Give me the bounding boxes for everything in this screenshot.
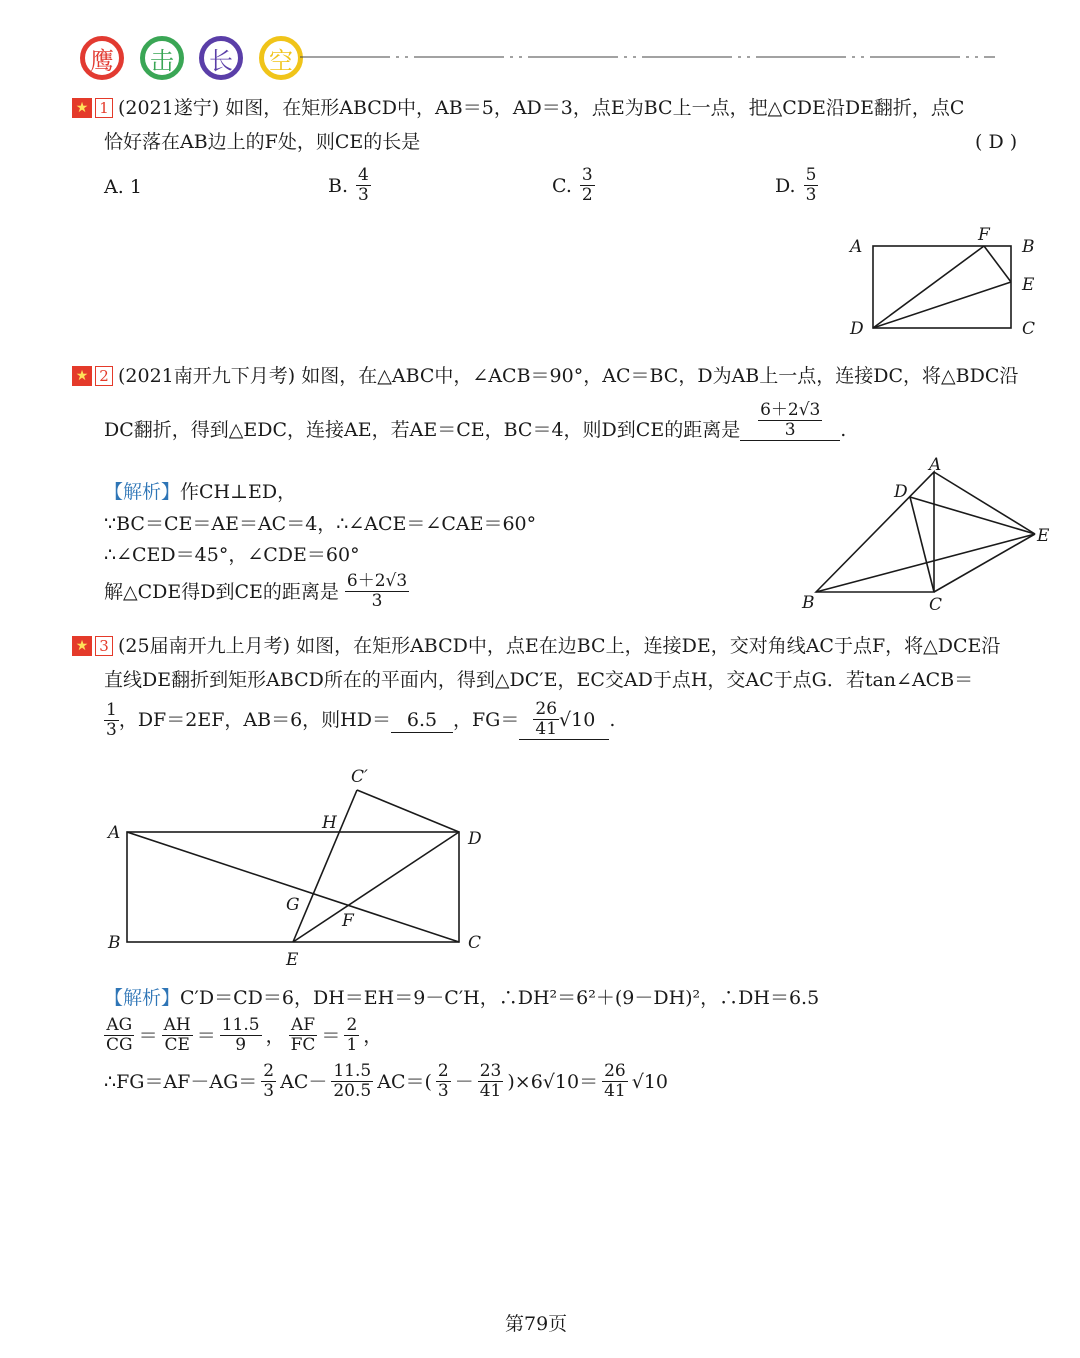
page-number: 第79页 bbox=[505, 1313, 568, 1335]
q2-line-DE bbox=[910, 497, 1035, 534]
q1-line2: 恰好落在AB边上的F处，则CE的长是 bbox=[104, 131, 421, 153]
q1-line-DE bbox=[873, 282, 1011, 328]
q1-line1 bbox=[118, 96, 964, 120]
q1-label-F: F bbox=[978, 225, 990, 245]
header-rule bbox=[300, 50, 1000, 64]
q3-label-G: G bbox=[286, 895, 300, 915]
q3-label-C1: C′ bbox=[351, 767, 368, 787]
q3-solution-3: ∴FG＝AF－AG＝ $\frac{2}{3}$ AC－ $\frac{11.5}{20.5}$ AC＝( $\frac{2}{3}$ － $\frac{23}{41}$ )×6√10＝ $\frac{26}{41}$ √10 bbox=[104, 1061, 669, 1101]
q2-solution-2: ∵BC＝CE＝AE＝AC＝4，∴∠ACE＝∠CAE＝60° bbox=[104, 513, 537, 535]
q3-label-E: E bbox=[286, 950, 299, 970]
q1-line-DF bbox=[873, 246, 984, 328]
q2-triangle-ABC bbox=[816, 472, 934, 592]
q2-line-DC bbox=[910, 497, 934, 592]
q1-source: (2021遂宁) bbox=[118, 97, 220, 119]
q3-solution-1: 【解析】C′D＝CD＝6，DH＝EH＝9－C′H，∴DH²＝6²＋(9－DH)²，∴DH＝6.5 bbox=[104, 987, 820, 1009]
q1-option-d: D. $\frac{5}{3}$ bbox=[775, 165, 817, 205]
q2-solution-1: 【解析】作CH⊥ED， bbox=[104, 481, 297, 503]
q2-label-E: E bbox=[1037, 526, 1050, 546]
q1-option-b: B. $\frac{4}{3}$ bbox=[328, 165, 369, 205]
q2-figure bbox=[790, 452, 1060, 617]
q3-solution-2: $\frac{AG}{CG}$ ＝ $\frac{AH}{CE}$ ＝ $\frac{11.5}{9}$ ， $\frac{AF}{FC}$ ＝ $\frac{2}{1}$ ， bbox=[106, 1015, 383, 1055]
q1-answer: ( D ) bbox=[975, 131, 1018, 153]
q3-label-B: B bbox=[108, 933, 121, 953]
logo-char-1: 鹰 bbox=[80, 36, 124, 80]
question-number: 1 bbox=[95, 98, 113, 118]
q3-line-AC bbox=[127, 832, 459, 942]
q1-label-B: B bbox=[1022, 237, 1035, 257]
q2-line-AE bbox=[934, 472, 1035, 534]
star-icon: ★ bbox=[72, 98, 92, 118]
q2-line1 bbox=[118, 364, 1018, 388]
q2-label-A: A bbox=[929, 455, 942, 475]
q2-line-CE bbox=[934, 534, 1035, 592]
solution-tag: 【解析】 bbox=[104, 481, 181, 503]
solution-tag: 【解析】 bbox=[104, 987, 181, 1009]
q3-label-C: C bbox=[468, 933, 482, 953]
q1-option-a: A. 1 bbox=[104, 176, 142, 198]
question-number: 2 bbox=[95, 366, 113, 386]
q2-line2: DC翻折，得到△EDC，连接AE，若AE＝CE，BC＝4，则D到CE的距离是 $\frac{6+2√3}{3}$ . bbox=[104, 400, 847, 441]
q1-label-E: E bbox=[1022, 275, 1035, 295]
logo-char-4: 空 bbox=[259, 36, 303, 80]
q2-source: (2021南开九下月考) bbox=[118, 365, 296, 387]
q3-label-H: H bbox=[322, 813, 337, 833]
q3-figure bbox=[100, 760, 500, 975]
q2-label-B: B bbox=[802, 593, 815, 613]
q1-figure bbox=[840, 222, 1045, 342]
logo-char-2: 击 bbox=[140, 36, 184, 80]
q1-label-A: A bbox=[850, 237, 863, 257]
q1-option-c: C. $\frac{3}{2}$ bbox=[552, 165, 593, 205]
q3-label-F: F bbox=[342, 911, 354, 931]
q1-label-D: D bbox=[850, 319, 864, 339]
q1-text1: 如图，在矩形ABCD中，AB＝5，AD＝3，点E为BC上一点，把△CDE沿DE翻折，点C bbox=[225, 97, 965, 119]
q3-source: (25届南开九上月考) bbox=[118, 635, 291, 657]
q2-line-BE bbox=[816, 534, 1035, 592]
q3-line3: $\frac{1}{3}$ ，DF＝2EF，AB＝6，则HD＝ 6.5 ，FG＝ $\frac{26}{41}$ √10 . bbox=[106, 699, 616, 740]
q1-label-C: C bbox=[1022, 319, 1036, 339]
logo-char-3: 长 bbox=[199, 36, 243, 80]
q1-line-FE bbox=[984, 246, 1011, 282]
q2-solution-3: ∴∠CED＝45°，∠CDE＝60° bbox=[104, 544, 360, 566]
q3-line-ED bbox=[293, 832, 459, 942]
q3-hd-answer: 6.5 bbox=[391, 708, 453, 733]
q3-line-C1D bbox=[357, 790, 459, 832]
q3-line2: 直线DE翻折到矩形ABCD所在的平面内，得到△DC′E，EC交AD于点H，交AC于点G．若tan∠ACB＝ bbox=[104, 669, 974, 691]
q2-label-C: C bbox=[929, 595, 943, 615]
q3-fg-answer: $\frac{26}{41}$ √10 bbox=[519, 700, 609, 740]
star-icon: ★ bbox=[72, 636, 92, 656]
q2-label-D: D bbox=[894, 482, 908, 502]
q1-rectangle bbox=[873, 246, 1011, 328]
q3-text1: 如图，在矩形ABCD中，点E在边BC上，连接DE，交对角线AC于点F，将△DCE沿 bbox=[296, 635, 1001, 657]
star-icon: ★ bbox=[72, 366, 92, 386]
q3-label-D: D bbox=[468, 829, 482, 849]
q3-label-A: A bbox=[108, 823, 121, 843]
q3-line1 bbox=[118, 634, 1000, 658]
q2-solution-4: 解△CDE得D到CE的距离是 $\frac{6+2√3}{3}$ bbox=[104, 571, 408, 611]
q2-text1: 如图，在△ABC中，∠ACB＝90°，AC＝BC，D为AB上一点，连接DC，将△BDC沿 bbox=[301, 365, 1019, 387]
question-number: 3 bbox=[95, 636, 113, 656]
